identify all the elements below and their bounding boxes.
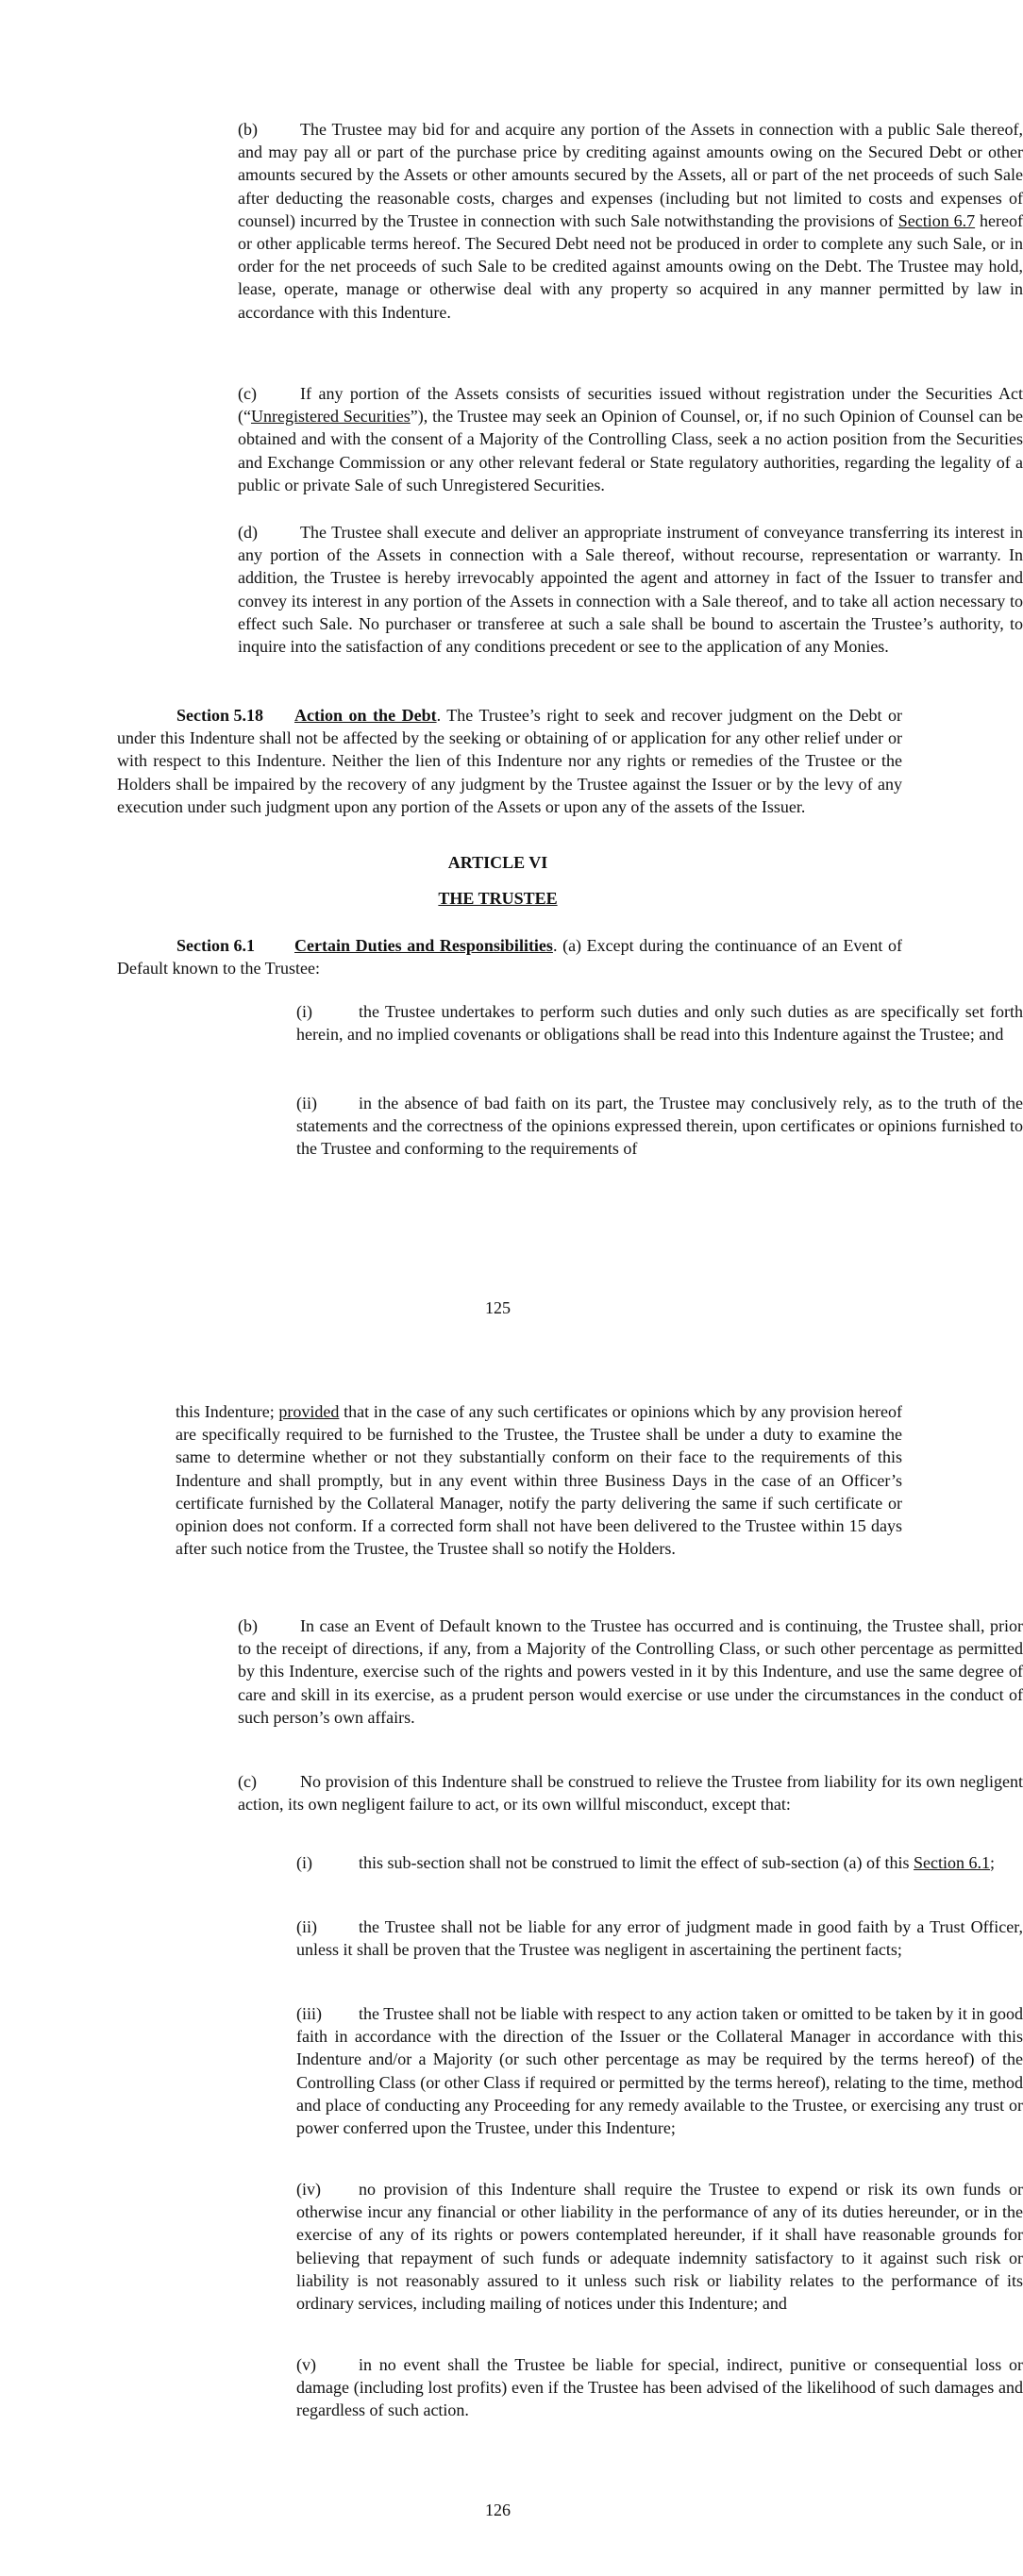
text: the Trustee shall not be liable for any error of judgment made in good faith by a Trust Officer, unless it shall be proven that the Trustee was negligent in ascertaining the pertinent facts;: [296, 1917, 1023, 1960]
paragraph-6-1-a-i: [176, 1000, 1023, 1045]
paragraph-5-17-b: [117, 118, 1023, 324]
article-heading: ARTICLE VI: [447, 853, 548, 872]
text: this Indenture;: [176, 1402, 279, 1421]
clause-label: (c): [238, 1772, 257, 1791]
section-5-18: [117, 704, 902, 818]
section-title: Certain Duties and Responsibilities: [294, 936, 553, 955]
paragraph-6-1-c-i: [176, 1851, 1023, 1874]
text: no provision of this Indenture shall require the Trustee to expend or risk its own funds or otherwise incur any financial or other liability in the performance of any of its duties hereunder, or in the exercise of any of its rights or powers contemplated hereunder, if it shall have reasonable grounds for believing that repayment of such funds or adequate indemnity satisfactory to it against such risk or liability is not reasonably assured to it unless such risk or liability relates to the performance of its ordinary services, including mailing of notices under this Indenture; and: [296, 2180, 1023, 2314]
clause-label: (v): [296, 2355, 316, 2374]
clause-label: (i): [296, 1853, 312, 1872]
clause-label: (i): [296, 1002, 312, 1021]
text: that in the case of any such certificates or opinions which by any provision hereof are specifically required to be furnished to the Trustee, the Trustee shall be under a duty to examine the same to determine whether or not they substantially conform on their face to the requirements of this Indenture and shall promptly, but in any event within three Business Days in the case of an Officer’s certificate furnished by the Collateral Manager, notify the party delivering the same if such certificate or opinion does not conform. If a corrected form shall not have been delivered to the Trustee within 15 days after such notice from the Trustee, the Trustee shall so notify the Holders.: [176, 1402, 902, 1559]
section-reference-link[interactable]: Section 6.1: [914, 1853, 991, 1872]
text: the Trustee shall not be liable with respect to any action taken or omitted to be taken by it in good faith in accordance with the direction of the Issuer or the Collateral Manager in accordance with this Indenture and/or a Majority (or such other percentage as may be required by the terms hereof) of the Controlling Class (or other Class if required or permitted by the terms hereof), relating to the time, method and place of conducting any Proceeding for any remedy available to the Trustee, or exercising any trust or power conferred upon the Trustee, under this Indenture;: [296, 2004, 1023, 2138]
text: ”), the Trustee may seek an Opinion of Counsel, or, if no such Opinion of Counsel can be obtained and with the consent of a Majority of the Controlling Class, seek a no action position from the Securities and Exchange Commission or any other relevant federal or State regulatory authorities, regarding the legality of a public or private Sale of such Unregistered Securities.: [238, 407, 1023, 494]
section-reference-link[interactable]: Section 6.7: [897, 210, 976, 230]
clause-label: (c): [238, 384, 257, 403]
text: The Trustee may bid for and acquire any portion of the Assets in connection with a public Sale thereof, and may pay all or part of the purchase price by crediting against amounts owing on the Secured Debt or other amounts secured by the Assets or other amounts secured by the Assets, all or part of the net proceeds of such Sale after deducting the reasonable costs, charges and expenses (including but not limited to costs and expenses of counsel) incurred by the Trustee in connection with such Sale notwithstanding the provisions of: [238, 120, 1023, 230]
paragraph-6-1-c-ii: [176, 1915, 1023, 1961]
clause-label: (d): [238, 523, 258, 542]
text: No provision of this Indenture shall be construed to relieve the Trustee from liability for its own negligent action, its own negligent failure to act, or its own willful misconduct, except that:: [238, 1772, 1023, 1815]
paragraph-5-17-d: [117, 521, 1023, 658]
text: in no event shall the Trustee be liable for special, indirect, punitive or consequential loss or damage (including lost profits) even if the Trustee has been advised of the likelihood of such damages and regardless of such action.: [296, 2355, 1023, 2420]
text: this sub-section shall not be construed to limit the effect of sub-section (a) of this: [359, 1853, 914, 1872]
paragraph-5-17-c: [117, 382, 1023, 496]
clause-label: (ii): [296, 1094, 317, 1112]
paragraph-6-1-c-v: [176, 2353, 1023, 2422]
text: the Trustee undertakes to perform such duties and only such duties as are specifically set forth herein, and no implied covenants or obligations shall be read into this Indenture against the Trustee; and: [296, 1002, 1023, 1045]
text: . (a) Except during the continuance of an Event of Default known to the Trustee:: [117, 936, 903, 979]
clause-label: (iv): [296, 2180, 321, 2199]
text: The Trustee shall execute and deliver an appropriate instrument of conveyance transferring its interest in any portion of the Assets in connection with a Sale thereof, without recourse, representation or warranty. In addition, the Trustee is hereby irrevocably appointed the agent and attorney in fact of the Issuer to transfer and convey its interest in any portion of the Assets in connection with a Sale thereof, and to take all action necessary to effect such Sale. No purchaser or transferee at such a sale shall be bound to ascertain the Trustee’s authority, to inquire into the satisfaction of any conditions precedent or see to the application of any Monies.: [238, 523, 1023, 657]
section-number: Section 6.1: [176, 936, 255, 955]
paragraph-6-1-c-iv: [176, 2178, 1023, 2315]
clause-label: (b): [238, 1616, 258, 1635]
defined-term: provided: [278, 1402, 340, 1421]
section-title: Action on the Debt: [294, 706, 437, 725]
text: . The Trustee’s right to seek and recover judgment on the Debt or under this Indenture shall not be affected by the seeking or obtaining of or application for any other relief under or with respect to this Indenture. Neither the lien of this Indenture nor any rights or remedies of the Trustee or the Holders shall be impaired by the recovery of any judgment by the Trustee against the Issuer or by the levy of any execution under such judgment upon any portion of the Assets or upon any of the assets of the Issuer.: [117, 706, 902, 816]
paragraph-6-1-c: [117, 1770, 1023, 1815]
page-number: 125: [485, 1298, 511, 1317]
section-number: Section 5.18: [176, 706, 263, 725]
article-title-text: THE TRUSTEE: [438, 889, 558, 908]
article-title: [0, 889, 996, 909]
clause-label: (iii): [296, 2004, 322, 2023]
section-6-1: [117, 934, 902, 979]
paragraph-6-1-a-ii-continued: [176, 1400, 902, 1560]
paragraph-6-1-a-ii: [176, 1092, 1023, 1161]
text: hereof or other applicable terms hereof. The Secured Debt need not be produced in order to complete any such Sale, or in order for the net proceeds of such Sale to be credited against amounts owing on the Debt. The Trustee may hold, lease, operate, manage or otherwise deal with any property so acquired in any manner permitted by law in accordance with this Indenture.: [238, 210, 1023, 322]
text: If any portion of the Assets consists of securities issued without registration under the Securities Act (“: [238, 384, 1023, 427]
page-number: 126: [485, 2501, 511, 2519]
defined-term: Unregistered Securities: [250, 407, 411, 427]
paragraph-6-1-c-iii: [176, 2002, 1023, 2139]
text: In case an Event of Default known to the Trustee has occurred and is continuing, the Trustee shall, prior to the receipt of directions, if any, from a Majority of the Controlling Class, or such other percentage as permitted by this Indenture, exercise such of the rights and powers vested in it by this Indenture, and use the same degree of care and skill in its exercise, as a prudent person would exercise or use under the circumstances in the conduct of such person’s own affairs.: [238, 1616, 1023, 1727]
text: ;: [990, 1853, 996, 1872]
clause-label: (b): [238, 120, 258, 139]
clause-label: (ii): [296, 1917, 317, 1936]
text: in the absence of bad faith on its part, the Trustee may conclusively rely, as to the truth of the statements and the correctness of the opinions expressed therein, upon certificates or opinions furnished to the Trustee and conforming to the requirements of: [296, 1094, 1023, 1159]
paragraph-6-1-b: [117, 1614, 1023, 1729]
